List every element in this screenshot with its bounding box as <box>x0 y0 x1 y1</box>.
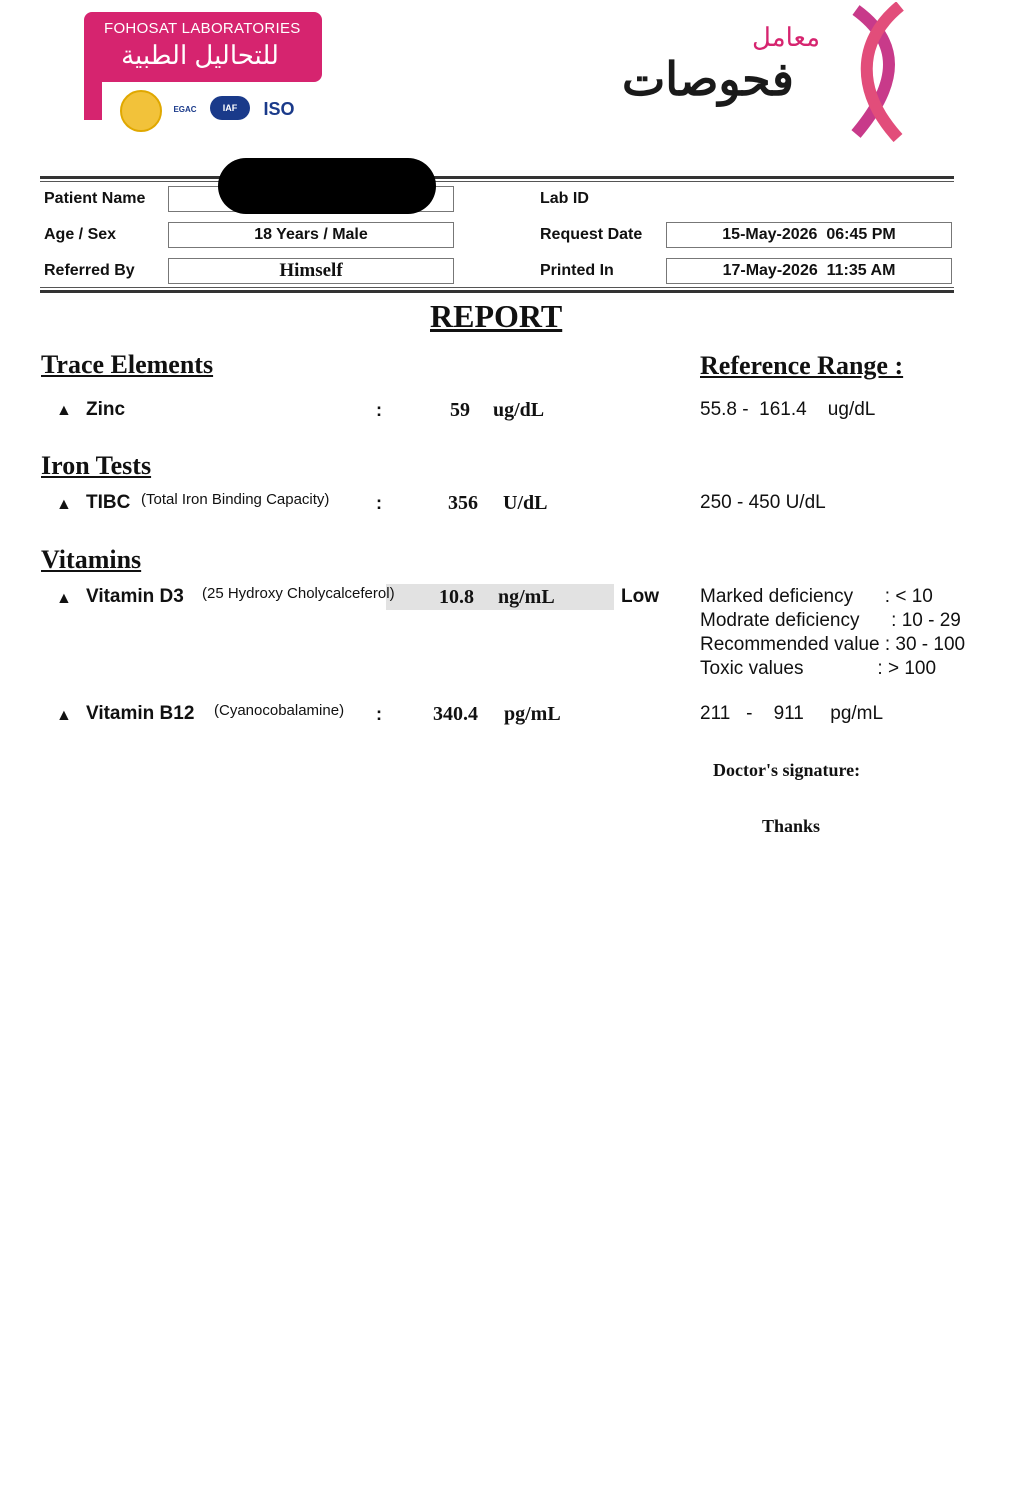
test-sub-vitamin-d3: (25 Hydroxy Cholycalceferol) <box>202 585 395 602</box>
test-value-tibc: 356 <box>448 492 478 514</box>
header-rule-top-thin <box>40 181 954 182</box>
test-sub-vitamin-b12: (Cyanocobalamine) <box>214 702 345 719</box>
ref-line-vitamin-d3-2: Modrate deficiency : 10 - 29 <box>700 610 961 631</box>
flag-triangle-icon: ▲ <box>56 707 72 724</box>
test-sub-tibc: (Total Iron Binding Capacity) <box>141 491 330 508</box>
test-name-vitamin-d3: Vitamin D3 <box>86 586 184 607</box>
header-rule-bottom <box>40 290 954 293</box>
flag-triangle-icon: ▲ <box>56 590 72 607</box>
lab-badge-stem <box>84 78 102 120</box>
test-value-vitamin-b12: 340.4 <box>433 703 478 725</box>
ref-line-vitamin-d3-1: Marked deficiency : < 10 <box>700 586 933 607</box>
ref-line-vitamin-d3-4: Toxic values : > 100 <box>700 658 937 679</box>
printed-in-field: 17-May-2026 11:35 AM <box>666 258 952 284</box>
lab-name-ar: للتحاليل الطبية <box>121 40 279 70</box>
test-unit-vitamin-d3: ng/mL <box>498 586 555 608</box>
iaf-label: IAF <box>222 103 238 113</box>
request-date-label: Request Date <box>540 226 643 243</box>
test-colon: : <box>376 704 382 724</box>
age-sex-label: Age / Sex <box>44 226 117 243</box>
flag-triangle-icon: ▲ <box>56 496 72 513</box>
closing-text: Thanks <box>762 816 821 836</box>
egac-label: EGAC <box>173 104 197 114</box>
request-date-field: 15-May-2026 06:45 PM <box>666 222 952 248</box>
test-unit-tibc: U/dL <box>503 492 548 514</box>
test-name-tibc: TIBC <box>86 492 131 513</box>
patient-name-label: Patient Name <box>44 190 146 207</box>
test-colon: : <box>376 493 382 513</box>
test-name-zinc: Zinc <box>86 399 126 420</box>
iso-logo-icon <box>258 90 300 128</box>
quality-seal-icon <box>120 90 162 132</box>
test-flag-vitamin-d3: Low <box>621 586 659 607</box>
ref-range-zinc: 55.8 - 161.4 ug/dL <box>700 399 876 420</box>
iso-label: ISO <box>263 98 295 119</box>
test-value-zinc: 59 <box>450 399 470 421</box>
test-value-vitamin-d3: 10.8 <box>439 586 474 608</box>
iaf-logo-icon <box>210 96 250 120</box>
test-unit-vitamin-b12: pg/mL <box>504 703 561 725</box>
header-rule-top <box>40 176 954 179</box>
flag-triangle-icon: ▲ <box>56 402 72 419</box>
header-rule-bottom-thin <box>40 287 954 288</box>
referred-by-label: Referred By <box>44 262 135 279</box>
logo-text-big-ar: فحوصات <box>622 53 794 105</box>
doctor-signature-label: Doctor's signature: <box>713 760 861 780</box>
egac-logo-icon <box>166 90 204 128</box>
referred-by-field: Himself <box>168 258 454 284</box>
test-name-vitamin-b12: Vitamin B12 <box>86 703 195 724</box>
ref-range-vitamin-b12: 211 - 911 pg/mL <box>700 703 884 724</box>
section-title-trace-elements: Trace Elements <box>41 350 214 379</box>
redaction-mark <box>218 158 436 214</box>
printed-in-label: Printed In <box>540 262 614 279</box>
test-unit-zinc: ug/dL <box>493 399 545 421</box>
logo-text-small-ar: معامل <box>752 22 821 52</box>
test-colon: : <box>376 400 382 420</box>
section-title-vitamins: Vitamins <box>41 545 142 574</box>
ref-range-tibc: 250 - 450 U/dL <box>700 492 826 513</box>
ref-line-vitamin-d3-3: Recommended value : 30 - 100 <box>700 634 966 655</box>
report-title: REPORT <box>430 298 563 334</box>
lab-name-en: FOHOSAT LABORATORIES <box>104 20 301 37</box>
reference-range-heading: Reference Range : <box>700 351 904 380</box>
lab-id-label: Lab ID <box>540 190 589 207</box>
dna-helix-icon <box>850 2 906 142</box>
section-title-iron-tests: Iron Tests <box>41 451 152 480</box>
age-sex-field: 18 Years / Male <box>168 222 454 248</box>
